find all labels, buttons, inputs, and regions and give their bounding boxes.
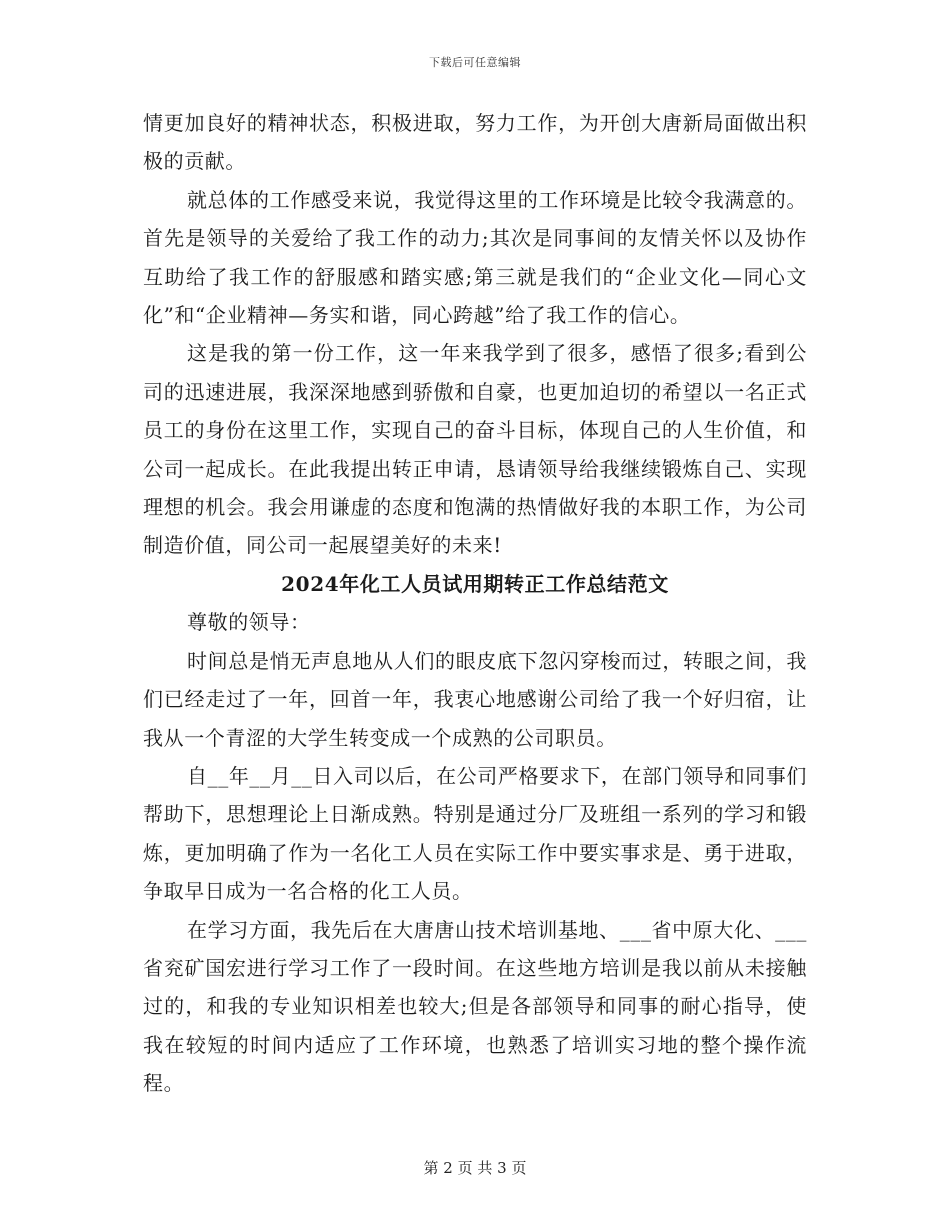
page-header: 下载后可任意编辑 — [429, 56, 521, 69]
salutation: 尊敬的领导： — [187, 610, 311, 635]
paragraph-first-job: 这是我的第一份工作，这一年来我学到了很多，感悟了很多;看到公司的迅速进展，我深深地感到骄傲和自豪，也更加迫切的希望以一名正式员工的身份在这里工作，实现自己的奋斗目标，体现自己的人生价值，和公司一起成长。在此我提出转正申请，恳请领导给我继续锻炼自己、实现理想的机会。我会用谦虚的态度和饱满的热情做好我的本职工作，为公司制造价值，同公司一起展望美好的未来! — [143, 341, 807, 558]
section-title: 2024年化工人员试用期转正工作总结范文 — [281, 571, 669, 596]
document-body — [143, 104, 807, 1103]
paragraph-work-feeling: 就总体的工作感受来说，我觉得这里的工作环境是比较令我满意的。首先是领导的关爱给了我工作的动力;其次是同事间的友情关怀以及协作互助给了我工作的舒服感和踏实感;第三就是我们的“企业文化—同心文化”和“企业精神—务实和谐，同心跨越”给了我工作的信心。 — [143, 187, 807, 328]
paragraph-learning: 在学习方面，我先后在大唐唐山技术培训基地、___省中原大化、___省兖矿国宏进行学习工作了一段时间。在这些地方培训是我以前从未接触过的，和我的专业知识相差也较大;但是各部领导和同事的耐心指导，使我在较短的时间内适应了工作环境，也熟悉了培训实习地的整个操作流程。 — [143, 917, 807, 1096]
paragraph-time-passes: 时间总是悄无声息地从人们的眼皮底下忽闪穿梭而过，转眼之间，我们已经走过了一年，回首一年，我衷心地感谢公司给了我一个好归宿，让我从一个青涩的大学生转变成一个成熟的公司职员。 — [143, 648, 807, 750]
paragraph-since-joining: 自__年__月__日入司以后，在公司严格要求下，在部门领导和同事们帮助下，思想理论上日渐成熟。特别是通过分厂及班组一系列的学习和锻炼，更加明确了作为一名化工人员在实际工作中要实事求是、勇于进取，争取早日成为一名合格的化工人员。 — [143, 763, 807, 904]
paragraph-continuation: 情更加良好的精神状态，积极进取，努力工作，为开创大唐新局面做出积极的贡献。 — [143, 111, 807, 174]
page-footer: 第 2 页 共 3 页 — [423, 1159, 527, 1177]
